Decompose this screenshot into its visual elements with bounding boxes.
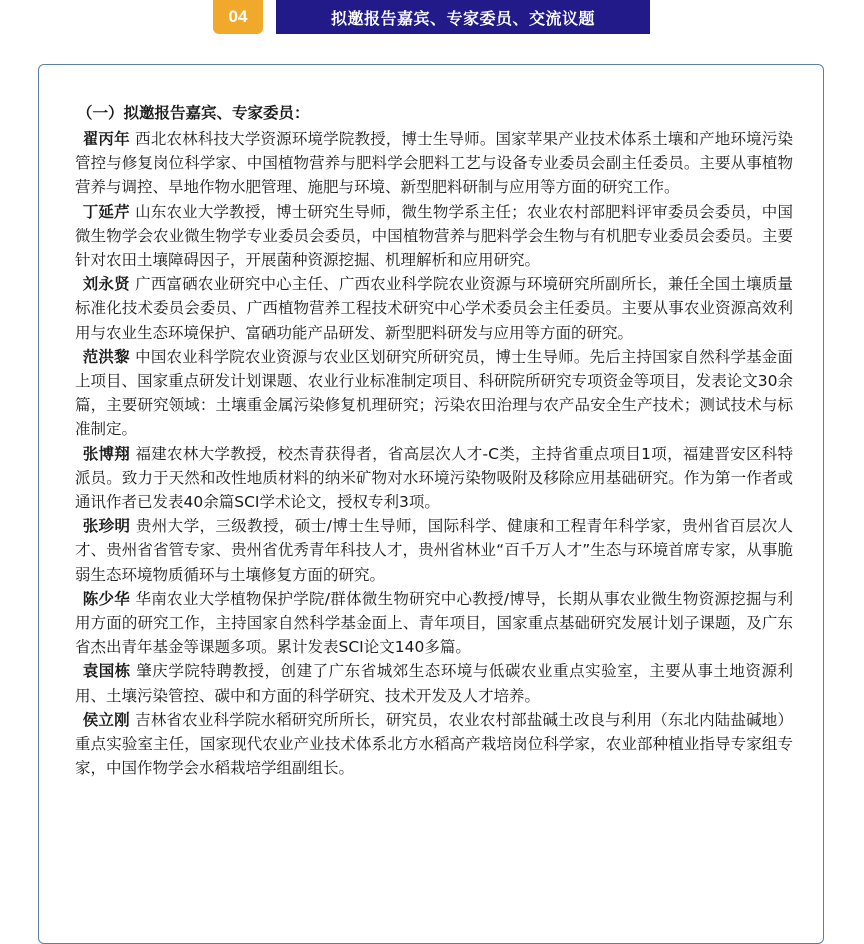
expert-bio: 中国农业科学院农业资源与农业区划研究所研究员，博士生导师。先后主持国家自然科学基金面上项目、国家重点研发计划课题、农业行业标准制定项目、科研院所研究专项资金等项目，发表论文30余篇，主要研究领域：土壤重金属污染修复机理研究；污染农田治理与农产品安全生产技术；测试技术与标准制定。: [75, 347, 793, 439]
expert-name: 范洪黎: [82, 347, 130, 366]
expert-bio: 贵州大学，三级教授，硕士/博士生导师，国际科学、健康和工程青年科学家，贵州省百层次人才、贵州省省管专家、贵州省优秀青年科技人才，贵州省林业“百千万人才”生态与环境首席专家，从事脆弱生态环境物质循环与土壤修复方面的研究。: [75, 517, 793, 584]
expert-entry: [75, 514, 793, 587]
expert-bio: 华南农业大学植物保护学院/群体微生物研究中心教授/博导，长期从事农业微生物资源挖掘与利用方面的研究工作，主持国家自然科学基金面上、青年项目，国家重点基础研究发展计划子课题，及广东省杰出青年基金等课题多项。累计发表SCI论文140多篇。: [75, 589, 793, 657]
expert-bio: 福建农林大学教授，校杰青获得者，省高层次人才-C类，主持省重点项目1项，福建晋安区科特派员。致力于天然和改性地质材料的纳米矿物对水环境污染物吸附及移除应用基础研究。作为第一作者或通讯作者已发表40余篇SCI学术论文，授权专利3项。: [75, 444, 793, 512]
expert-entry: [75, 659, 793, 707]
expert-bio: 肇庆学院特聘教授，创建了广东省城郊生态环境与低碳农业重点实验室，主要从事土地资源利用、土壤污染管控、碳中和方面的科学研究、技术开发及人才培养。: [75, 662, 793, 705]
section-number-badge: 04: [213, 0, 263, 34]
expert-name: 侯立刚: [82, 710, 130, 729]
expert-name: 张珍明: [82, 517, 131, 536]
expert-entry: [75, 708, 793, 781]
expert-entry: [75, 272, 793, 345]
expert-entry: [75, 127, 793, 200]
expert-name: 袁国栋: [82, 662, 131, 681]
expert-name: 陈少华: [82, 589, 131, 608]
expert-entry: [75, 345, 793, 442]
content-box: [38, 64, 824, 944]
expert-bio: 山东农业大学教授，博士研究生导师，微生物学系主任；农业农村部肥料评审委员会委员，中国微生物学会农业微生物学专业委员会委员，中国植物营养与肥料学会生物与有机肥专业委员会委员。主要针对农田土壤障碍因子，开展菌种资源挖掘、机理解析和应用研究。: [75, 202, 793, 270]
section-header: [0, 0, 864, 40]
subsection-heading: （一）拟邀报告嘉宾、专家委员：: [77, 104, 310, 122]
expert-name: 翟丙年: [82, 130, 130, 148]
expert-entry: [75, 200, 793, 273]
expert-name: 张博翔: [82, 444, 131, 463]
expert-bio: 西北农林科技大学资源环境学院教授，博士生导师。国家苹果产业技术体系土壤和产地环境污染管控与修复岗位科学家、中国植物营养与肥料学会肥料工艺与设备专业委员会副主任委员。主要从事植物营养与调控、旱地作物水肥管理、施肥与环境、新型肥料研制与应用等方面的研究工作。: [75, 130, 793, 197]
expert-bio: 吉林省农业科学院水稻研究所所长，研究员，农业农村部盐碱土改良与利用（东北内陆盐碱地）重点实验室主任，国家现代农业产业技术体系北方水稻高产栽培岗位科学家，农业部种植业指导专家组专家，中国作物学会水稻栽培学组副组长。: [75, 710, 793, 778]
expert-name: 刘永贤: [82, 275, 130, 294]
expert-entry: [75, 587, 793, 660]
expert-bio: 广西富硒农业研究中心主任、广西农业科学院农业资源与环境研究所副所长，兼任全国土壤质量标准化技术委员会委员、广西植物营养工程技术研究中心学术委员会主任委员。主要从事农业资源高效利用与农业生态环境保护、富硒功能产品研发、新型肥料研发与应用等方面的研究。: [75, 275, 793, 342]
expert-name: 丁延芹: [82, 202, 130, 221]
expert-entry: [75, 442, 793, 515]
section-title-banner: 拟邀报告嘉宾、专家委员、交流议题: [276, 0, 650, 34]
